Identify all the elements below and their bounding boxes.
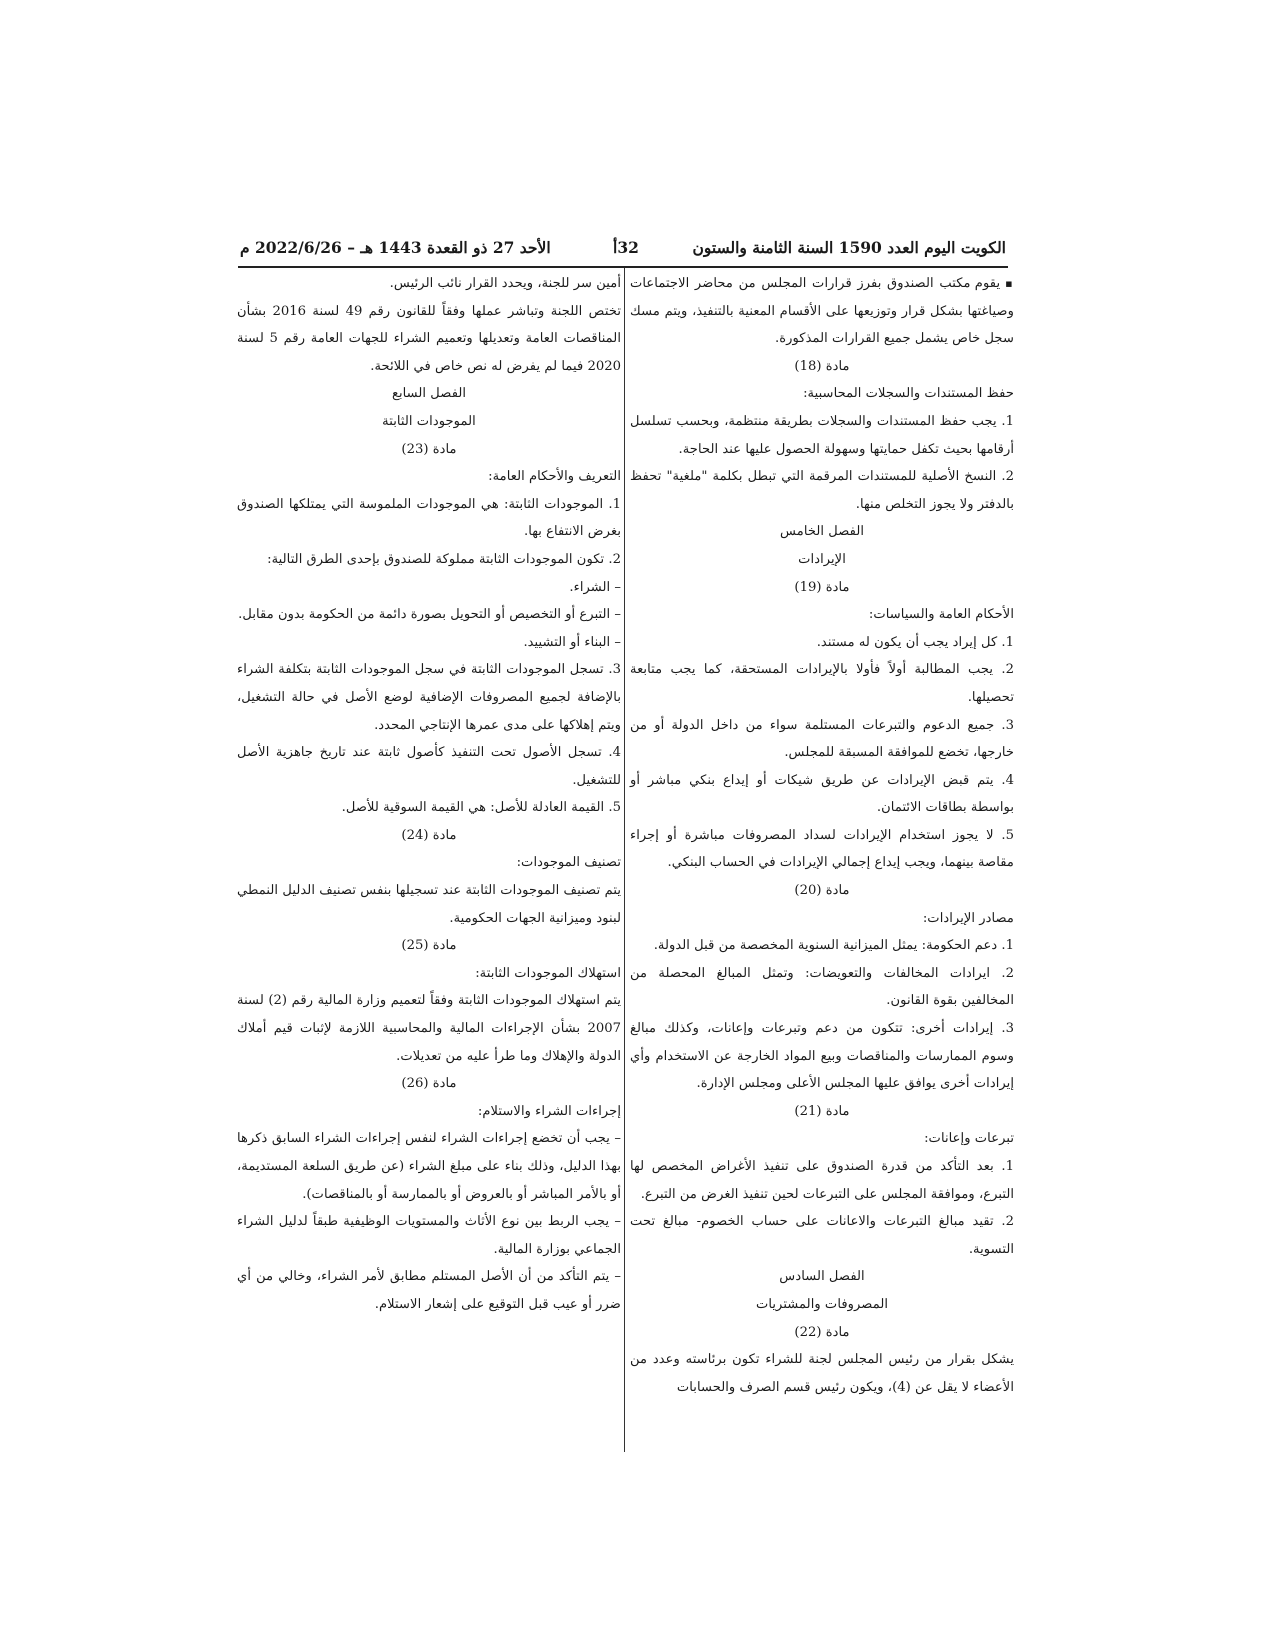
- paragraph: حفظ المستندات والسجلات المحاسبية:: [803, 386, 1014, 402]
- paragraph: 3. إيرادات أخرى: تتكون من دعم وتبرعات وإعانات، وكذلك مبالغ وسوم الممارسات والمناقصات وبيع المواد الخارجة عن الاستخدام وأي إيرادات أخرى يوافق عليها المجلس الأعلى ومجلس الإدارة.: [630, 1021, 1014, 1092]
- paragraph: 2. تقيد مبالغ التبرعات والاعانات على حساب الخصوم- مبالغ تحت التسوية.: [630, 1214, 1014, 1257]
- paragraph: 1. الموجودات الثابتة: هي الموجودات الملموسة التي يمتلكها الصندوق بغرض الانتفاع بها.: [237, 496, 621, 540]
- paragraph: 1. كل إيراد يجب أن يكون له مستند.: [816, 634, 1014, 650]
- paragraph: ▪ يقوم مكتب الصندوق بفرز قرارات المجلس من محاضر الاجتماعات وصياغتها بشكل قرار وتوزيعها على الأقسام المعنية بالتنفيذ، ويتم مسك سجل خاص يشمل جميع القرارات المذكورة.: [630, 270, 1014, 353]
- paragraph: تصنيف الموجودات:: [516, 855, 621, 871]
- paragraph: يشكل بقرار من رئيس المجلس لجنة للشراء تكون برئاسته وعدد من الأعضاء لا يقل عن (4)، ويكون رئيس قسم الصرف والحسابات: [630, 1352, 1014, 1395]
- page-header: [238, 236, 1008, 268]
- paragraph: 2. يجب المطالبة أولاً فأولا بالإيرادات المستحقة، كما يجب متابعة تحصيلها.: [630, 662, 1014, 705]
- page-number: 32أ: [613, 238, 639, 257]
- section-heading: الموجودات الثابتة: [382, 413, 476, 429]
- paragraph: – البناء أو التشييد.: [523, 634, 621, 650]
- paragraph: 5. لا يجوز استخدام الإيرادات لسداد المصروفات مباشرة أو إجراء مقاصة بينهما، ويجب إيداع إجمالي الإيرادات في الحساب البنكي.: [630, 827, 1014, 871]
- paragraph: تختص اللجنة وتباشر عملها وفقاً للقانون رقم 49 لسنة 2016 بشأن المناقصات العامة وتعديلها وتعميم الشراء للجهات العامة رقم 5 لسنة 2020 فيما لم يفرض له نص خاص في اللائحة.: [237, 303, 622, 374]
- paragraph: يتم تصنيف الموجودات الثابتة عند تسجيلها بنفس تصنيف الدليل النمطي لبنود وميزانية الجهات الحكومية.: [237, 883, 621, 926]
- section-heading: الفصل السادس: [779, 1269, 865, 1285]
- paragraph: 2. تكون الموجودات الثابتة مملوكة للصندوق بإحدى الطرق التالية:: [267, 551, 621, 567]
- paragraph: الأحكام العامة والسياسات:: [868, 607, 1014, 623]
- paragraph: – يجب الربط بين نوع الأثاث والمستويات الوظيفية طبقاً لدليل الشراء الجماعي بوزارة المالية.: [237, 1214, 621, 1257]
- section-heading: مادة (24): [401, 827, 457, 843]
- header-issue: الكويت اليوم العدد 1590 السنة الثامنة والستون: [692, 238, 1006, 257]
- paragraph: 3. تسجل الموجودات الثابتة في سجل الموجودات الثابتة بتكلفة الشراء بالإضافة لجميع المصروفات الإضافية لوضع الأصل في حالة التشغيل، ويتم إهلاكها على مدى عمرها الإنتاجي المحدد.: [237, 662, 621, 733]
- paragraph: تبرعات وإعانات:: [924, 1131, 1014, 1147]
- section-heading: مادة (22): [794, 1324, 850, 1340]
- section-heading: مادة (21): [794, 1103, 850, 1119]
- column-divider: [624, 268, 625, 1452]
- paragraph: – الشراء.: [569, 579, 621, 595]
- paragraph: إجراءات الشراء والاستلام:: [477, 1103, 621, 1119]
- paragraph: 3. جميع الدعوم والتبرعات المستلمة سواء من داخل الدولة أو من خارجها، تخضع للموافقة المسبقة للمجلس.: [630, 717, 1014, 761]
- paragraph: – يتم التأكد من أن الأصل المستلم مطابق لأمر الشراء، وخالي من أي ضرر أو عيب قبل التوقيع على إشعار الاستلام.: [237, 1269, 621, 1312]
- right-column: [630, 270, 1014, 1401]
- paragraph: 4. تسجل الأصول تحت التنفيذ كأصول ثابتة عند تاريخ جاهزية الأصل للتشغيل.: [237, 745, 621, 788]
- paragraph: – التبرع أو التخصيص أو التحويل بصورة دائمة من الحكومة بدون مقابل.: [238, 607, 621, 623]
- paragraph: استهلاك الموجودات الثابتة:: [475, 965, 621, 981]
- section-heading: مادة (23): [401, 441, 457, 457]
- left-column: [237, 270, 621, 1319]
- section-heading: مادة (20): [794, 883, 850, 899]
- section-heading: مادة (26): [401, 1076, 457, 1092]
- section-heading: مادة (18): [794, 358, 850, 374]
- paragraph: 2. ايرادات المخالفات والتعويضات: وتمثل المبالغ المحصلة من المخالفين بقوة القانون.: [630, 965, 1014, 1009]
- section-heading: الفصل السابع: [391, 386, 467, 402]
- paragraph: 4. يتم قبض الإيرادات عن طريق شيكات أو إيداع بنكي مباشر أو بواسطة بطاقات الائتمان.: [630, 772, 1014, 816]
- paragraph: مصادر الإيرادات:: [922, 910, 1014, 926]
- section-heading: مادة (19): [794, 579, 850, 595]
- section-heading: مادة (25): [401, 938, 457, 954]
- section-heading: الفصل الخامس: [779, 524, 865, 540]
- paragraph: 5. القيمة العادلة للأصل: هي القيمة السوقية للأصل.: [341, 800, 621, 816]
- header-date: الأحد 27 ذو القعدة 1443 هـ – 2022/6/26 م: [240, 238, 551, 257]
- paragraph: التعريف والأحكام العامة:: [488, 469, 621, 485]
- section-heading: المصروفات والمشتريات: [755, 1296, 889, 1312]
- paragraph: 2. النسخ الأصلية للمستندات المرقمة التي تبطل بكلمة "ملغية" تحفظ بالدفتر ولا يجوز التخلص منها.: [630, 469, 1014, 512]
- paragraph: 1. دعم الحكومة: يمثل الميزانية السنوية المخصصة من قبل الدولة.: [653, 938, 1014, 954]
- paragraph: 1. بعد التأكد من قدرة الصندوق على تنفيذ الأغراض المخصص لها التبرع، وموافقة المجلس على التبرعات لحين تنفيذ الغرض من التبرع.: [630, 1159, 1014, 1202]
- paragraph: أمين سر للجنة، ويحدد القرار نائب الرئيس.: [389, 276, 621, 291]
- paragraph: – يجب أن تخضع إجراءات الشراء لنفس إجراءات الشراء السابق ذكرها بهذا الدليل، وذلك بناء على مبلغ الشراء (عن طريق السلعة المستديمة، أو بالأمر المباشر أو بالعروض أو بالممارسة أو بالمناقصات).: [237, 1131, 621, 1202]
- section-heading: الإيرادات: [798, 551, 846, 567]
- paragraph: يتم استهلاك الموجودات الثابتة وفقاً لتعميم وزارة المالية رقم (2) لسنة 2007 بشأن الإجراءات المالية والمحاسبية اللازمة لإثبات قيم أملاك الدولة والإهلاك وما طرأ عليه من تعديلات.: [237, 993, 621, 1064]
- paragraph: 1. يجب حفظ المستندات والسجلات بطريقة منتظمة، وبحسب تسلسل أرقامها بحيث تكفل حمايتها وسهولة الحصول عليها عند الحاجة.: [630, 413, 1014, 457]
